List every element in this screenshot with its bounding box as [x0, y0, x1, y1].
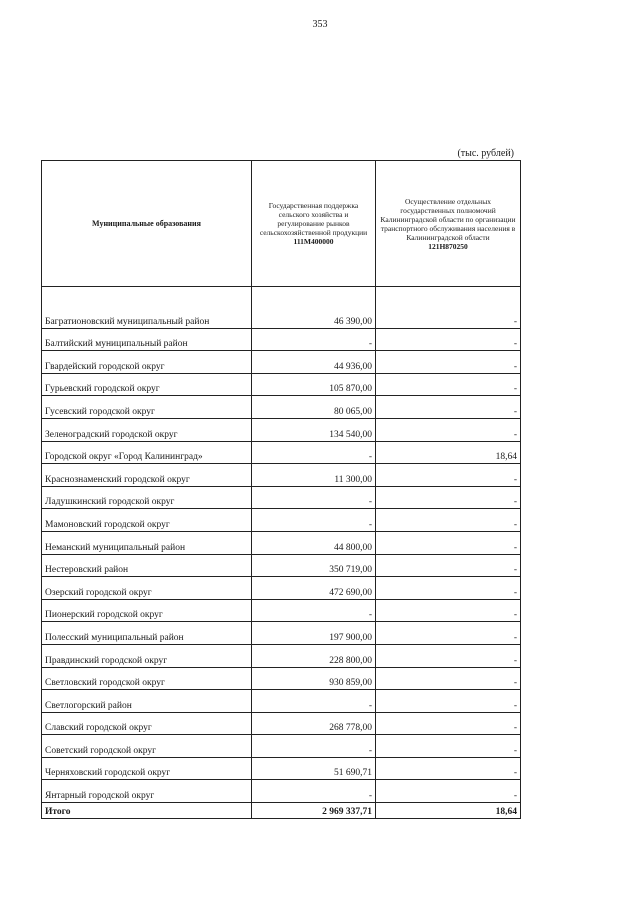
agriculture-value: 228 800,00: [252, 644, 376, 667]
header-transport-text: Осуществление отдельных государственных полномочий Калининградской области по организации транспортного обслуживания населения в Калининградской области: [380, 196, 516, 242]
table-row: [42, 757, 521, 780]
total-label: Итого: [42, 803, 252, 819]
agriculture-value: 350 719,00: [252, 554, 376, 577]
agriculture-value: -: [252, 509, 376, 532]
transport-value: -: [376, 667, 521, 690]
table-row: [42, 599, 521, 622]
header-municipalities: [42, 161, 252, 287]
table-row: [42, 712, 521, 735]
transport-value: -: [376, 328, 521, 351]
agriculture-value: 51 690,71: [252, 757, 376, 780]
table-body: [42, 287, 521, 803]
agriculture-value: -: [252, 690, 376, 713]
table-row: [42, 667, 521, 690]
agriculture-value: 472 690,00: [252, 577, 376, 600]
header-transport-service: [376, 161, 521, 287]
table-row: [42, 780, 521, 803]
table-row: [42, 306, 521, 328]
municipality-name: Ладушкинский городской округ: [42, 486, 252, 509]
agriculture-value: -: [252, 735, 376, 758]
transport-value: -: [376, 599, 521, 622]
table-row: [42, 509, 521, 532]
agriculture-value: -: [252, 486, 376, 509]
municipality-name: Светловский городской округ: [42, 667, 252, 690]
page-number: 353: [312, 19, 328, 30]
transport-value: -: [376, 735, 521, 758]
agriculture-value: -: [252, 599, 376, 622]
agriculture-value: 930 859,00: [252, 667, 376, 690]
table-header-row: [42, 161, 521, 287]
agriculture-value: 197 900,00: [252, 622, 376, 645]
transport-value: -: [376, 577, 521, 600]
municipality-name: Пионерский городской округ: [42, 599, 252, 622]
transport-value: -: [376, 712, 521, 735]
municipality-name: Полесский муниципальный район: [42, 622, 252, 645]
agriculture-value: 268 778,00: [252, 712, 376, 735]
transport-value: -: [376, 690, 521, 713]
municipality-name: Мамоновский городской округ: [42, 509, 252, 532]
agriculture-value: 134 540,00: [252, 418, 376, 441]
transport-value: -: [376, 780, 521, 803]
table-row: [42, 644, 521, 667]
transport-value: -: [376, 351, 521, 374]
table-row: [42, 486, 521, 509]
municipality-name: Гвардейский городской округ: [42, 351, 252, 374]
table-row: [42, 735, 521, 758]
header-municipalities-label: Муниципальные образования: [92, 219, 201, 228]
municipality-name: Гурьевский городской округ: [42, 373, 252, 396]
transport-value: -: [376, 486, 521, 509]
header-agriculture-text: Государственная поддержка сельского хозяйства и регулирование рынков сельскохозяйственной продукции: [259, 201, 368, 237]
total-agriculture-value: 2 969 337,71: [252, 803, 376, 819]
municipality-name: Советский городской округ: [42, 735, 252, 758]
municipality-name: Зеленоградский городской округ: [42, 418, 252, 441]
agriculture-value: 11 300,00: [252, 464, 376, 487]
municipality-name: Гусевский городской округ: [42, 396, 252, 419]
table-row: [42, 418, 521, 441]
transport-value: -: [376, 464, 521, 487]
agriculture-value: -: [252, 780, 376, 803]
table-row: [42, 464, 521, 487]
header-agriculture-support: [252, 161, 376, 287]
budget-table: [41, 160, 521, 819]
municipality-name: Светлогорский район: [42, 690, 252, 713]
agriculture-value: 44 800,00: [252, 531, 376, 554]
table-total-row: [42, 803, 521, 819]
municipality-name: Черняховский городской округ: [42, 757, 252, 780]
municipality-name: Славский городской округ: [42, 712, 252, 735]
table-row: [42, 554, 521, 577]
table-row: [42, 351, 521, 374]
table-row: [42, 531, 521, 554]
agriculture-value: 80 065,00: [252, 396, 376, 419]
units-label: (тыс. рублей): [457, 148, 514, 159]
table-row: [42, 622, 521, 645]
transport-value: -: [376, 531, 521, 554]
agriculture-value: -: [252, 441, 376, 464]
municipality-name: Правдинский городской округ: [42, 644, 252, 667]
table-row: [42, 373, 521, 396]
municipality-name: Неманский муниципальный район: [42, 531, 252, 554]
table-row: [42, 441, 521, 464]
table-row: [42, 396, 521, 419]
table-row: [42, 690, 521, 713]
header-transport-code: 121Н870250: [428, 241, 468, 251]
municipality-name: Нестеровский район: [42, 554, 252, 577]
total-transport-value: 18,64: [376, 803, 521, 819]
agriculture-value: -: [252, 328, 376, 351]
municipality-name: Янтарный городской округ: [42, 780, 252, 803]
transport-value: -: [376, 418, 521, 441]
transport-value: -: [376, 373, 521, 396]
municipality-name: Озерский городской округ: [42, 577, 252, 600]
table-row: [42, 328, 521, 351]
municipality-name: Балтийский муниципальный район: [42, 328, 252, 351]
municipality-name: Краснознаменский городской округ: [42, 464, 252, 487]
agriculture-value: 105 870,00: [252, 373, 376, 396]
table-row: [42, 577, 521, 600]
agriculture-value: 46 390,00: [252, 306, 376, 328]
table-spacer-row: [42, 287, 521, 307]
transport-value: 18,64: [376, 441, 521, 464]
transport-value: -: [376, 554, 521, 577]
agriculture-value: 44 936,00: [252, 351, 376, 374]
transport-value: -: [376, 396, 521, 419]
transport-value: -: [376, 509, 521, 532]
transport-value: -: [376, 757, 521, 780]
transport-value: -: [376, 306, 521, 328]
municipality-name: Багратионовский муниципальный район: [42, 306, 252, 328]
transport-value: -: [376, 622, 521, 645]
header-agriculture-code: 111М400000: [293, 237, 334, 246]
transport-value: -: [376, 644, 521, 667]
municipality-name: Городской округ «Город Калининград»: [42, 441, 252, 464]
